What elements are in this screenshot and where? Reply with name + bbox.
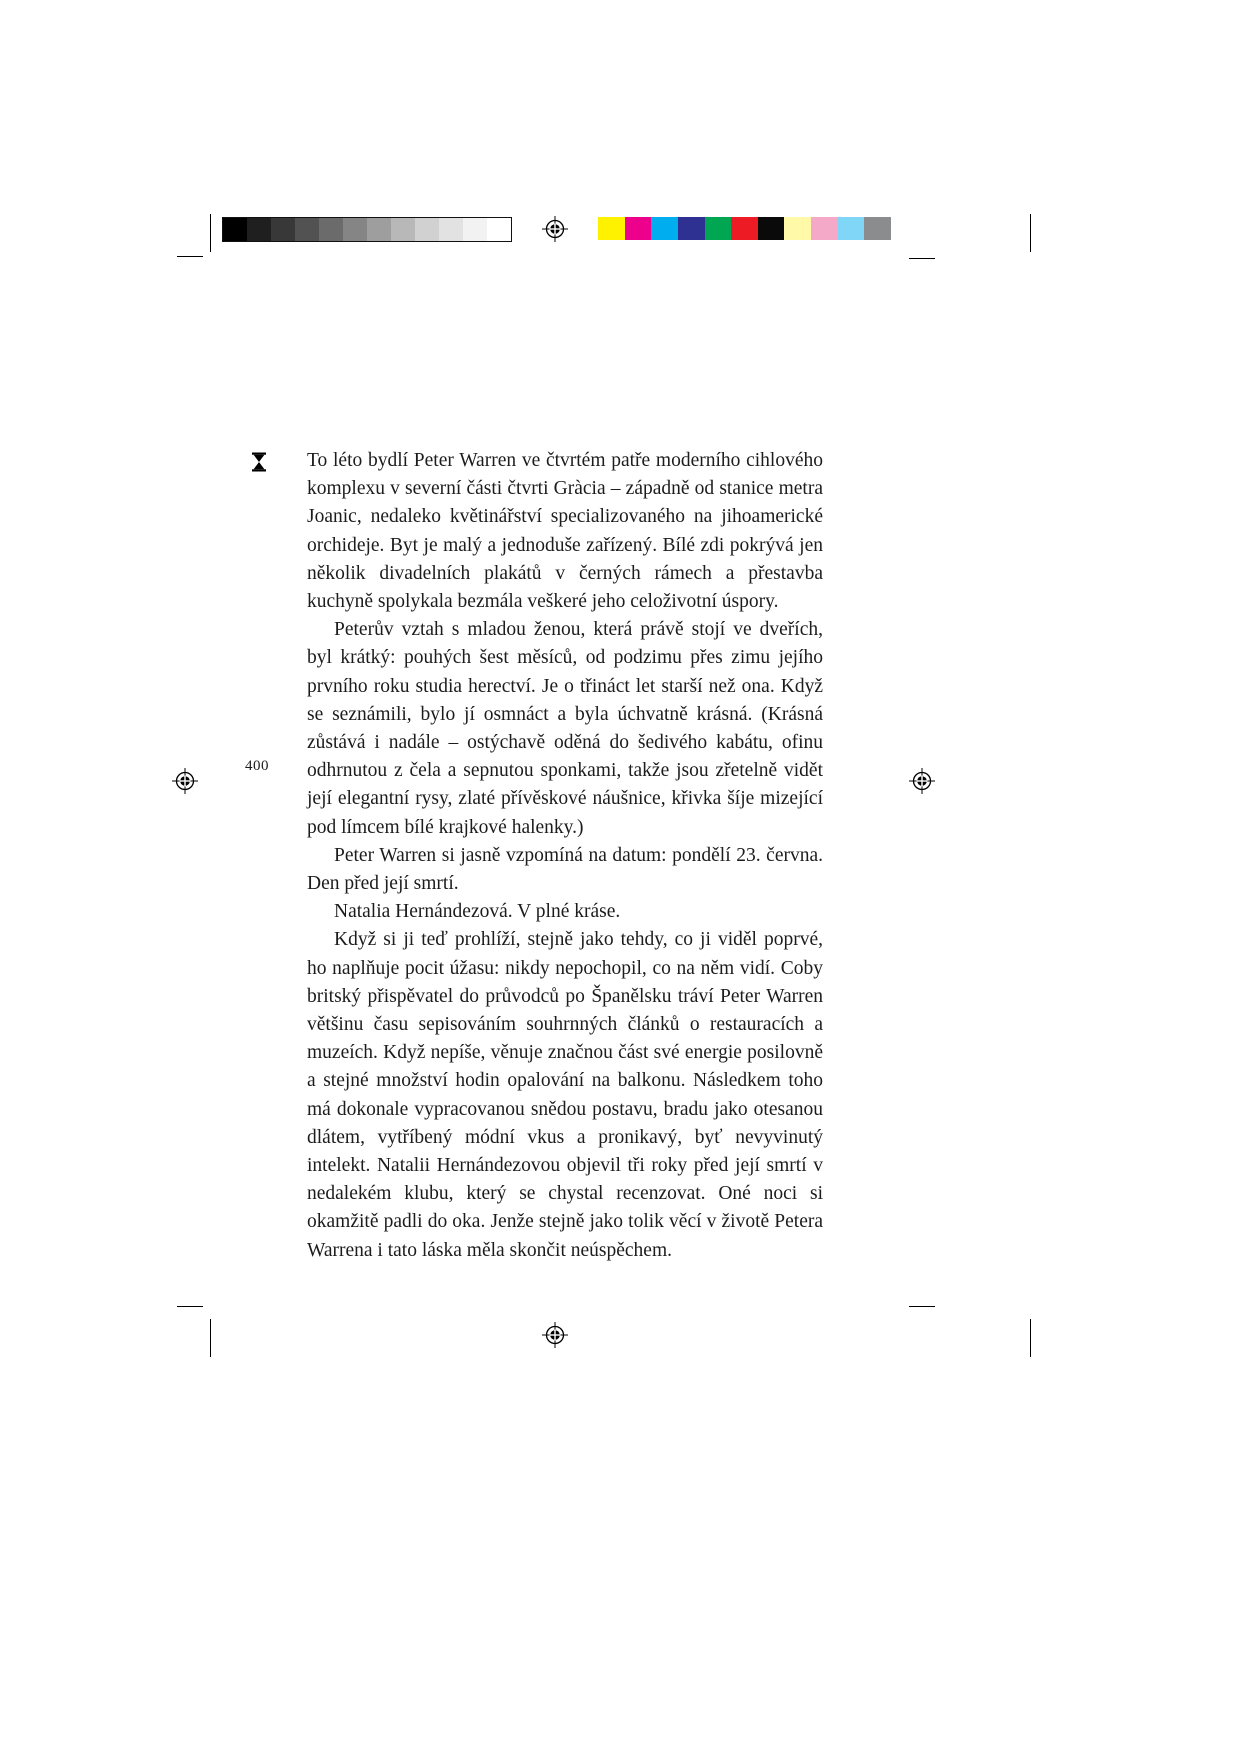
color-calibration-bar — [598, 217, 891, 240]
crop-mark-top-left-horizontal — [177, 256, 203, 257]
color-swatch — [705, 217, 732, 240]
registration-mark-bottom — [542, 1322, 568, 1348]
color-swatch — [678, 217, 705, 240]
grayscale-swatch — [487, 218, 511, 241]
crop-mark-bottom-left-horizontal — [177, 1306, 203, 1307]
grayscale-swatch — [391, 218, 415, 241]
page-number: 400 — [245, 758, 269, 774]
paragraph: To léto bydlí Peter Warren ve čtvrtém patře moderního cihlového komplexu v severní části čtvrti Gràcia – západně od stanice metra Joanic, nedaleko květinářství specializovaného na jihoamerické orchideje. Byt je malý a jednoduše zařízený. Bílé zdi pokrývá jen několik divadelních plakátů v černých rámech a přestavba kuchyně spolykala bezmála veškeré jeho celoživotní úspory. — [307, 450, 823, 613]
paragraph: Když si ji teď prohlíží, stejně jako tehdy, co ji viděl poprvé, ho naplňuje pocit úžasu: nikdy nepochopil, co na něm vidí. Coby britský přispěvatel do průvodců po Španělsku tráví Peter Warren většinu času sepisováním souhrnných článků o restauracích a muzeích. Když nepíše, věnuje značnou část své energie posilovně a stejné množství hodin opalování na balkonu. Následkem toho má dokonale vypracovanou snědou postavu, bradu jako otesanou dlátem, vytříbený módní vkus a pronikavý, byť nevyvinutý intelekt. Natalii Hernándezovou objevil tři roky před její smrtí v nedalekém klubu, který se chystal recenzovat. Oné noci si okamžitě padli do oka. Jenže stejně jako tolik věcí v životě Petera Warrena i tato láska měla skončit neúspěchem. — [307, 929, 823, 1261]
grayscale-swatch — [415, 218, 439, 241]
grayscale-swatch — [367, 218, 391, 241]
color-swatch — [811, 217, 838, 240]
color-swatch — [838, 217, 865, 240]
color-swatch — [758, 217, 785, 240]
paragraph: Peter Warren si jasně vzpomíná na datum: pondělí 23. června. Den před její smrtí. — [307, 844, 823, 895]
grayscale-swatch — [439, 218, 463, 241]
grayscale-swatch — [463, 218, 487, 241]
grayscale-calibration-bar — [222, 217, 512, 242]
body-text — [307, 447, 823, 1265]
grayscale-swatch — [343, 218, 367, 241]
grayscale-swatch — [247, 218, 271, 241]
color-swatch — [625, 217, 652, 240]
crop-mark-bottom-right-vertical — [1030, 1319, 1031, 1357]
crop-mark-top-right-vertical — [1030, 214, 1031, 252]
paragraph: Peterův vztah s mladou ženou, která právě stojí ve dveřích, byl krátký: pouhých šest měsíců, od podzimu přes zimu jejího prvního roku studia herectví. Je o třináct let starší než ona. Když se seznámili, bylo jí osmnáct a byla úchvatně krásná. (Krásná zůstává i nadále – ostýchavě oděná do šedivého kabátu, ofinu odhrnutou z čela a sepnutou sponkami, takže jsou zřetelně vidět její elegantní rysy, zlaté přívěskové náušnice, křivka šíje mizející pod límcem bílé krajkové halenky.) — [307, 619, 823, 838]
grayscale-swatch — [319, 218, 343, 241]
color-swatch — [784, 217, 811, 240]
color-swatch — [864, 217, 891, 240]
crop-mark-bottom-left-vertical — [210, 1319, 211, 1357]
color-swatch — [731, 217, 758, 240]
registration-mark-right — [909, 768, 935, 794]
hourglass-icon — [251, 452, 267, 472]
crop-mark-bottom-right-horizontal — [909, 1306, 935, 1307]
grayscale-swatch — [271, 218, 295, 241]
crop-mark-top-right-horizontal — [909, 258, 935, 259]
grayscale-swatch — [223, 218, 247, 241]
registration-mark-top — [542, 216, 568, 242]
color-swatch — [651, 217, 678, 240]
grayscale-swatch — [295, 218, 319, 241]
crop-mark-top-left-vertical — [210, 214, 211, 252]
color-swatch — [598, 217, 625, 240]
paragraph: Natalia Hernándezová. V plné kráse. — [334, 901, 621, 923]
registration-mark-left — [172, 768, 198, 794]
